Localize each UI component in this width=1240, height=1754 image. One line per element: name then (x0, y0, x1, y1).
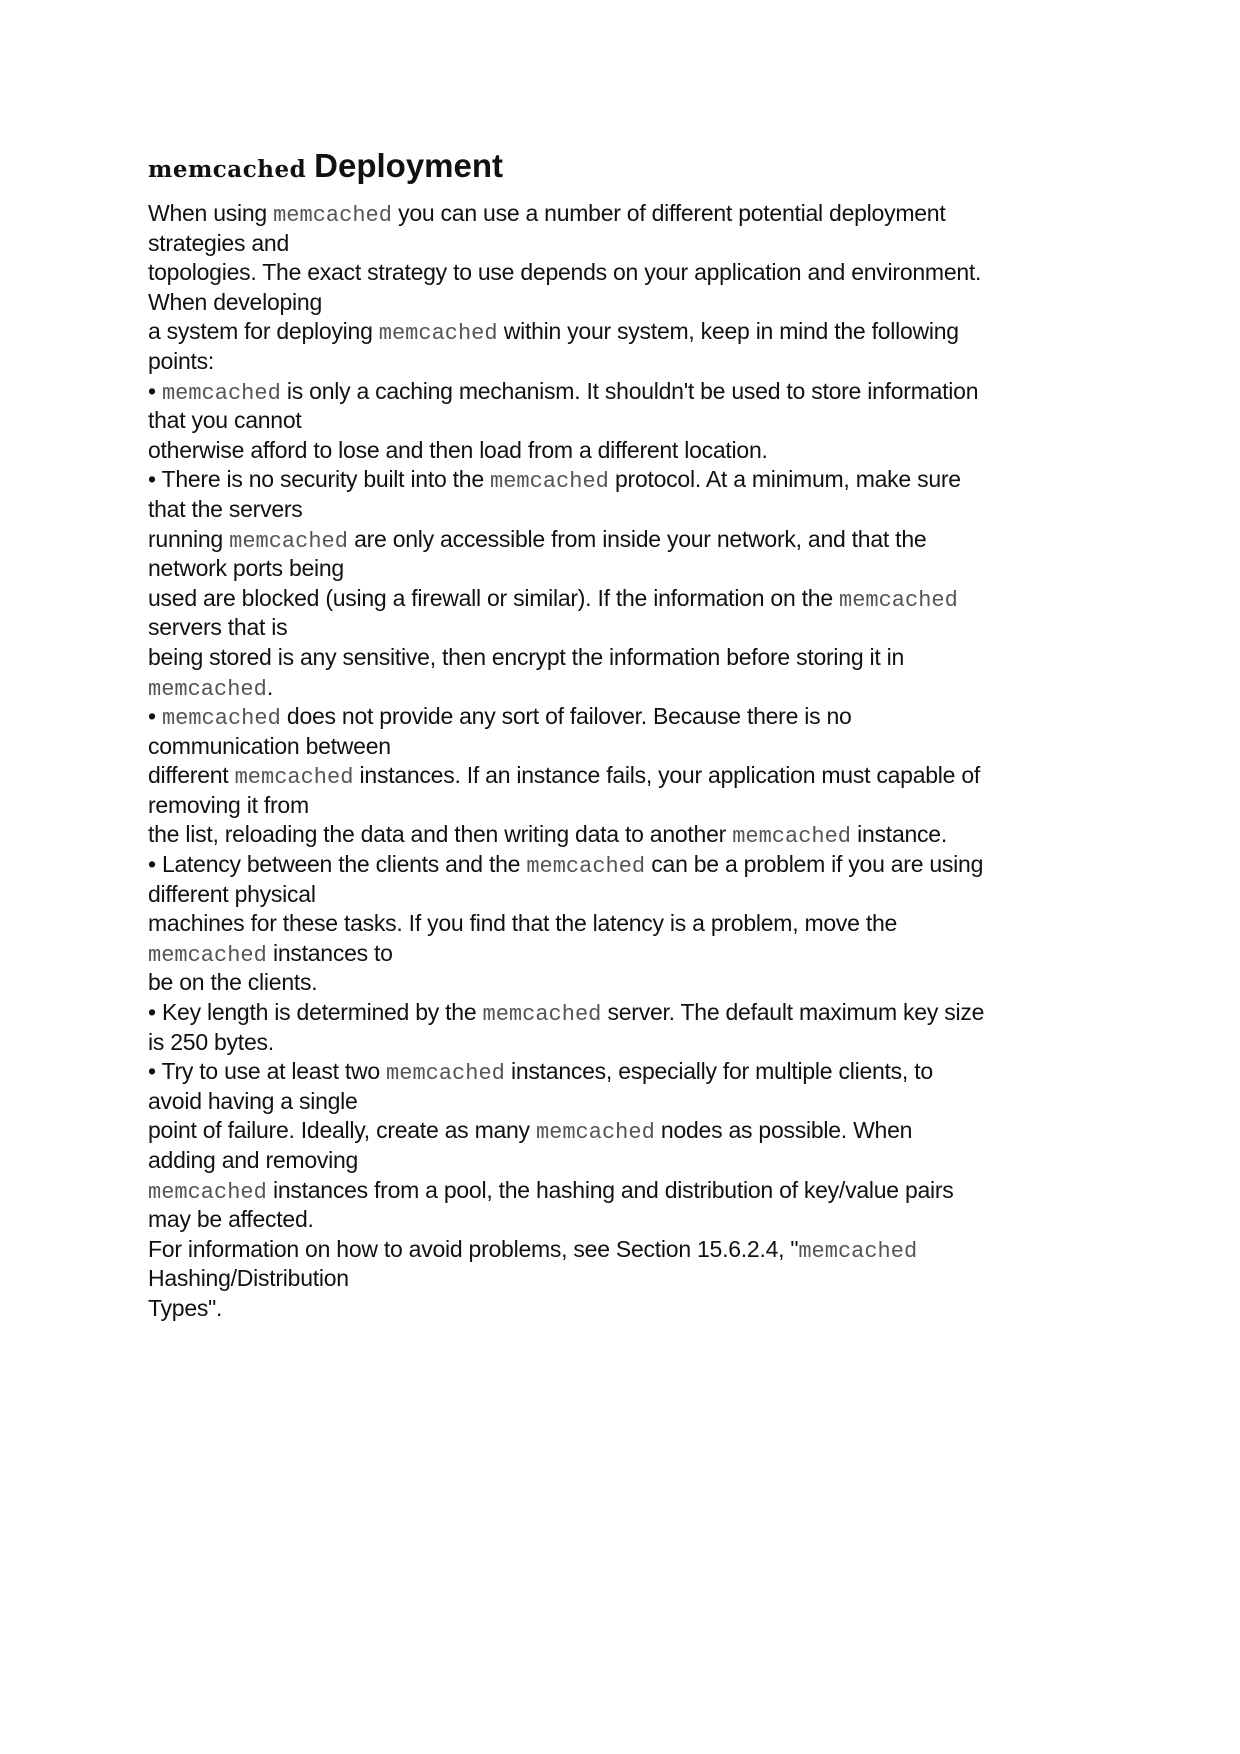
section-heading (148, 146, 1108, 193)
text-segment: being stored is any sensitive, then encrypt the information before storing it in (148, 643, 905, 670)
text-line (148, 1057, 1108, 1087)
text-segment: For information on how to avoid problems, see Section 15.6.2.4, " (148, 1235, 799, 1262)
text-segment: are only accessible from inside your network, and that the (347, 525, 927, 552)
text-line (148, 436, 1108, 466)
text-line (148, 732, 1108, 762)
text-segment: different (148, 762, 235, 789)
text-segment: • Key length is determined by the (148, 999, 483, 1026)
body-text (148, 199, 1108, 1324)
text-segment: server. The default maximum key size (601, 999, 985, 1026)
inline-code: memcached (148, 676, 267, 702)
text-line (148, 258, 1108, 288)
text-segment: different physical (148, 880, 316, 907)
text-segment: adding and removing (148, 1147, 359, 1173)
text-line (148, 377, 1108, 407)
text-line (148, 1116, 1108, 1146)
text-line (148, 465, 1108, 495)
heading-title: Deployment (314, 147, 504, 184)
inline-code: memcached (229, 528, 348, 554)
text-line (148, 761, 1108, 791)
text-line (148, 1235, 1108, 1265)
text-line (148, 850, 1108, 880)
text-segment: is only a caching mechanism. It shouldn't be used to store information (280, 377, 979, 404)
text-line (148, 968, 1108, 998)
text-segment: the list, reloading the data and then writing data to another (148, 821, 733, 848)
text-line (148, 288, 1108, 318)
text-line (148, 525, 1108, 555)
text-segment: instances to (266, 939, 393, 966)
text-line (148, 199, 1108, 229)
text-line (148, 880, 1108, 910)
inline-code: memcached (839, 587, 958, 613)
text-line (148, 643, 1108, 673)
text-line (148, 229, 1108, 259)
text-segment: you can use a number of different potential deployment (391, 200, 946, 226)
text-segment: • Latency between the clients and the (148, 851, 527, 878)
text-segment: instances. If an instance fails, your application must capable of (353, 762, 981, 789)
text-line (148, 1146, 1108, 1176)
text-line (148, 613, 1108, 643)
text-line (148, 1176, 1108, 1206)
inline-code: memcached (526, 854, 646, 880)
text-segment: • (148, 703, 162, 730)
text-segment: a system for deploying (148, 318, 379, 345)
text-segment: network ports being (148, 555, 344, 582)
text-line (148, 1205, 1108, 1235)
inline-code: memcached (234, 765, 354, 791)
text-line (148, 673, 1108, 703)
text-segment: • Try to use at least two (148, 1058, 387, 1085)
text-segment: instances, especially for multiple clients, to (504, 1058, 933, 1085)
inline-code: memcached (378, 321, 498, 347)
inline-code: memcached (161, 380, 281, 406)
inline-code: memcached (161, 706, 281, 732)
text-segment: instances from a pool, the hashing and distribution of key/value pairs (266, 1176, 954, 1203)
text-segment: removing it from (148, 791, 309, 818)
text-segment: protocol. At a minimum, make sure (608, 466, 961, 493)
inline-code: memcached (273, 203, 392, 228)
text-line (148, 495, 1108, 525)
text-segment: machines for these tasks. If you find that the latency is a problem, move the (148, 910, 898, 937)
text-line (148, 939, 1108, 969)
text-segment: running (148, 525, 230, 552)
text-segment: communication between (148, 732, 391, 759)
text-line (148, 1294, 1108, 1324)
text-line (148, 909, 1108, 939)
text-segment: points: (148, 347, 215, 374)
document-page (148, 146, 1108, 1324)
text-segment: within your system, keep in mind the following (497, 318, 959, 345)
text-segment: • There is no security built into the (148, 466, 491, 493)
inline-code: memcached (732, 824, 852, 850)
text-segment: instance. (851, 821, 947, 848)
text-segment: topologies. The exact strategy to use depends on your application and environment. (148, 259, 982, 286)
text-segment: otherwise afford to lose and then load from a different location. (148, 436, 768, 463)
inline-code: memcached (535, 1120, 655, 1146)
text-line (148, 554, 1108, 584)
text-segment: strategies and (148, 229, 289, 256)
text-segment: nodes as possible. When (654, 1117, 913, 1144)
text-line (148, 347, 1108, 377)
heading-code-term: memcached (148, 156, 307, 183)
text-segment: does not provide any sort of failover. Because there is no (280, 703, 852, 730)
text-segment: is 250 bytes. (148, 1028, 274, 1055)
text-segment: that the servers (148, 495, 303, 522)
inline-code: memcached (148, 942, 267, 968)
text-segment: point of failure. Ideally, create as many (148, 1117, 536, 1144)
inline-code: memcached (482, 1002, 602, 1028)
text-segment: Hashing/Distribution (148, 1265, 349, 1292)
text-segment: be on the clients. (148, 969, 318, 996)
text-line (148, 406, 1108, 436)
text-segment: . (266, 673, 273, 700)
text-segment: that you cannot (148, 407, 302, 434)
text-segment: avoid having a single (148, 1087, 358, 1114)
text-line (148, 584, 1108, 614)
text-segment: When developing (148, 288, 322, 315)
text-line (148, 317, 1108, 347)
text-line (148, 998, 1108, 1028)
text-line (148, 702, 1108, 732)
inline-code: memcached (386, 1061, 505, 1087)
text-line (148, 1087, 1108, 1117)
text-segment: may be affected. (148, 1206, 314, 1233)
inline-code: memcached (798, 1238, 918, 1264)
text-segment: servers that is (148, 614, 288, 641)
text-line (148, 1028, 1108, 1058)
text-segment: can be a problem if you are using (645, 851, 984, 878)
inline-code: memcached (148, 1179, 267, 1205)
text-line (148, 1264, 1108, 1294)
inline-code: memcached (490, 469, 609, 495)
text-line (148, 820, 1108, 850)
text-segment: • (148, 377, 162, 404)
text-line (148, 791, 1108, 821)
text-segment: used are blocked (using a firewall or similar). If the information on the (148, 584, 839, 611)
text-segment: When using (148, 200, 274, 226)
text-segment: Types". (148, 1294, 223, 1321)
